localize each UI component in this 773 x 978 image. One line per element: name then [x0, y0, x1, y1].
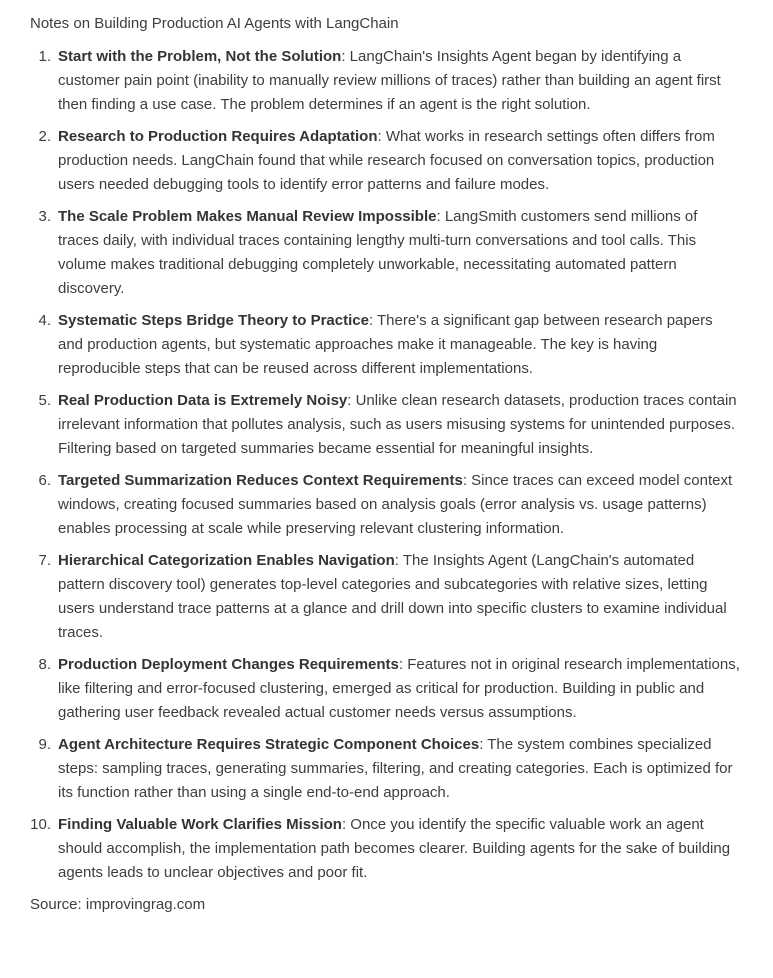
item-text	[58, 813, 740, 885]
item-text	[58, 205, 740, 301]
item-body: : The system combines specialized steps: sampling traces, generating summaries, filtering, and creating categories. Each is optimized for its function rather than using a single end-to-end approach.	[58, 736, 733, 801]
item-text	[58, 469, 740, 541]
item-heading: Production Deployment Changes Requirements	[58, 656, 399, 673]
item-body: : What works in research settings often differs from production needs. LangChain found that while research focused on conversation topics, production users needed debugging tools to identify error patterns and failure modes.	[58, 128, 715, 193]
item-text	[58, 309, 740, 381]
list-item	[30, 45, 740, 117]
list-item	[30, 309, 740, 381]
item-number: 6.	[38, 472, 51, 489]
item-body: : There's a significant gap between research papers and production agents, but systematic approaches make it manageable. The key is having reproducible steps that can be reused across different implementations.	[58, 312, 713, 377]
item-heading: Targeted Summarization Reduces Context Requirements	[58, 472, 463, 489]
item-heading: Research to Production Requires Adaptation	[58, 128, 378, 145]
item-text	[58, 549, 740, 645]
item-body: : The Insights Agent (LangChain's automated pattern discovery tool) generates top-level categories and subcategories with relative sizes, letting users understand trace patterns at a glance and drill down into specific clusters to examine individual traces.	[58, 552, 727, 641]
item-body: : Once you identify the specific valuable work an agent should accomplish, the implementation path becomes clearer. Building agents for the sake of building agents leads to unclear objectives and poor fit.	[58, 816, 731, 881]
item-heading: Finding Valuable Work Clarifies Mission	[58, 816, 342, 833]
item-number: 2.	[38, 128, 51, 145]
item-heading: The Scale Problem Makes Manual Review Impossible	[58, 208, 437, 225]
item-number: 1.	[38, 48, 51, 65]
item-text	[58, 45, 740, 117]
item-body: : LangChain's Insights Agent began by identifying a customer pain point (inability to manually review millions of traces) rather than building an agent first then finding a use case. The problem determines if an agent is the right solution.	[58, 48, 721, 113]
item-number: 3.	[38, 208, 51, 225]
list-item	[30, 549, 740, 645]
list-item	[30, 389, 740, 461]
item-body: : LangSmith customers send millions of traces daily, with individual traces containing lengthy multi-turn conversations and tool calls. This volume makes traditional debugging completely unworkable, necessitating automated pattern discovery.	[58, 208, 698, 297]
item-heading: Agent Architecture Requires Strategic Component Choices	[58, 736, 480, 753]
item-heading: Real Production Data is Extremely Noisy	[58, 392, 348, 409]
list-item	[30, 205, 740, 301]
list-item	[30, 469, 740, 541]
item-text	[58, 389, 740, 461]
list-item	[30, 653, 740, 725]
item-number: 10.	[30, 816, 51, 833]
item-heading: Hierarchical Categorization Enables Navigation	[58, 552, 395, 569]
item-number: 9.	[38, 736, 51, 753]
list-item	[30, 733, 740, 805]
item-number: 8.	[38, 656, 51, 673]
page-title: Notes on Building Production AI Agents with LangChain	[30, 15, 399, 32]
source-text: Source: improvingrag.com	[30, 896, 206, 913]
item-body: : Since traces can exceed model context windows, creating focused summaries based on analysis goals (error analysis vs. usage patterns) enables processing at scale while preserving relevant clustering information.	[58, 472, 733, 537]
list-item	[30, 813, 740, 885]
list-item	[30, 125, 740, 197]
item-heading: Systematic Steps Bridge Theory to Practice	[58, 312, 369, 329]
item-heading: Start with the Problem, Not the Solution	[58, 48, 342, 65]
item-number: 7.	[38, 552, 51, 569]
notes-list	[30, 45, 740, 885]
item-body: : Features not in original research implementations, like filtering and error-focused clustering, emerged as critical for production. Building in public and gathering user feedback revealed actual customer needs versus assumptions.	[58, 656, 740, 721]
item-text	[58, 125, 740, 197]
item-number: 4.	[38, 312, 51, 329]
item-number: 5.	[38, 392, 51, 409]
item-body: : Unlike clean research datasets, production traces contain irrelevant information that pollutes analysis, such as users misusing systems for unintended purposes. Filtering based on targeted summaries became essential for meaningful insights.	[58, 392, 737, 457]
item-text	[58, 733, 740, 805]
item-text	[58, 653, 740, 725]
